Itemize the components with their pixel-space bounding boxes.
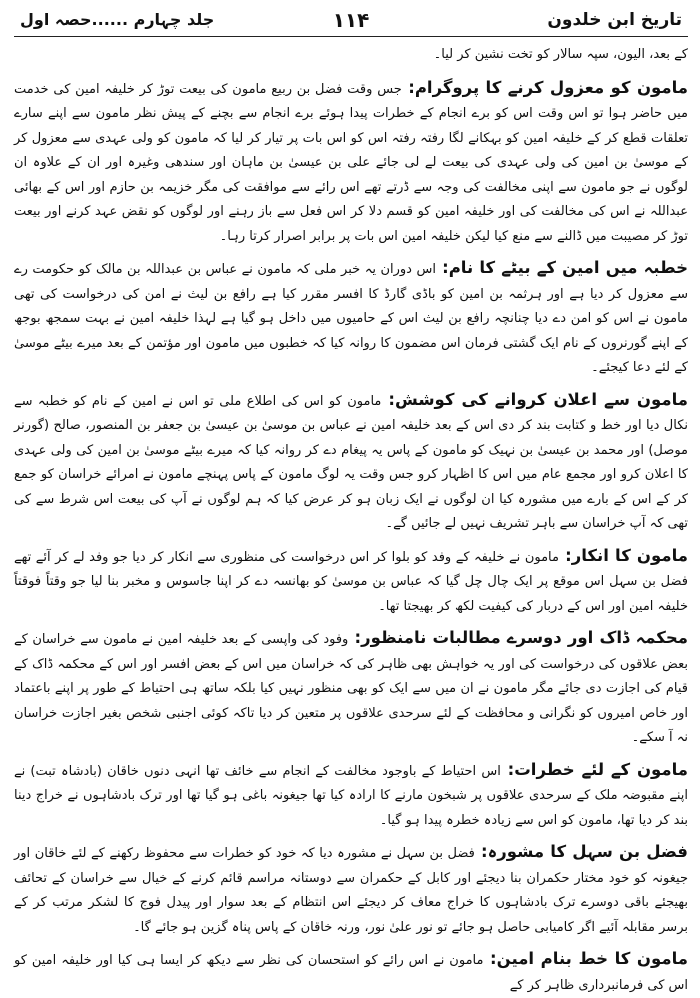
- page-number: ۱۱۴: [332, 8, 370, 32]
- section-heading: محکمہ ڈاک اور دوسرے مطالبات نامنظور:: [348, 628, 689, 647]
- paragraph-text: اس دوران یہ خبر ملی کہ مامون نے عباس بن عبداللہ بن مالک کو حکومت رے سے معزول کر دیا ہے اور ہرثمہ بن امین کو باڈی گارڈ کا افسر مقرر کیا ہے رافع بن لیث نے امن کی درخواست کی تھی مامون نے اس کو امن دے دیا چنانچہ رافع بن لیث اس کے حامیوں میں داخل ہو گیا ہے لہذا خلیفہ امین نے بہت سمجھ بوجھ کے اپنے گورنروں کے نام ایک گشتی فرمان اس مضمون کا روانہ کیا کہ خطبوں میں مامون اور مؤتمن کے بعد میرے بیٹے موسیٰ کے لئے دعا کیجئے۔: [14, 262, 688, 375]
- paragraph-text: کے بعد، الیون، سپہ سالار کو تخت نشین کر لیا۔: [433, 47, 688, 62]
- section-heading: مامون کا انکار:: [558, 545, 688, 565]
- section-letter-to-amin: [14, 947, 688, 998]
- section-heading: فضل بن سہل کا مشورہ:: [474, 842, 688, 861]
- section-heading: مامون کا خط بنام امین:: [483, 949, 688, 968]
- page-body: [14, 43, 688, 998]
- page-header: [14, 6, 688, 36]
- section-dethrone-plan: [14, 76, 688, 250]
- section-dangers: [14, 758, 688, 834]
- book-title: تاریخ ابن خلدون: [547, 10, 682, 30]
- volume-label: جلد چہارم ......حصہ اول: [20, 10, 215, 29]
- paragraph-text: جس وقت فضل بن ربیع مامون کی بیعت توڑ کر خلیفہ امین کی خدمت میں حاضر ہوا تو اس وقت اس کو برے انجام کے خطرات پیدا ہوئے برے انجام سے بچنے کے پیش نظر مامون سے اپنے سارے تعلقات قطع کر کے خلیفہ امین کو بہکانے لگا رفتہ رفتہ اس کو اس بات پر تیار کر لیا کہ مامون کو ولی عہدی سے معزول کر کے موسیٰ بن امین کی ولی عہدی کی بیعت لے لی جائے علی بن عیسیٰ بن ماہان اور سندھی وغیرہ اور ان کے علاوہ ان لوگوں نے جو مامون سے اپنی مخالفت کی وجہ سے ڈرتے تھے اس رائے سے موافقت کی مگر خزیمہ بن حازم اور اس کے بھائی عبداللہ نے اس کی مخالفت کی اور خلیفہ امین کو قسم دلا کر اس فعل سے باز رہنے اور لوگوں کو نقض عہد کرنے اور بیعت توڑ کر مصیبت میں ڈالنے سے منع کیا لیکن خلیفہ امین اس بات پر برابر اصرار کرتا رہا۔: [14, 81, 688, 244]
- paragraph-text: فضل بن سہل نے مشورہ دیا کہ خود کو خطرات سے محفوظ رکھنے کے لئے خاقان اور جیغونہ کو خود مختار حکمران بنا دیجئے اور کابل کے حکمران سے دوستانہ مراسم قائم کرنے کے خیال سے خراسان کے تحائف بھیجئے باقی دوسرے ترک بادشاہوں کا خراج معاف کر دیجئے اس انتظام کے بعد سوار اور پیدل فوج کا لشکر مرتب کر کے برسر مقابلہ آئیے اگر کامیابی حاصل ہو جائے تو نور علیٰ نور، ورنہ خاقان کے پاس پناہ گزین ہو جائے گا۔: [14, 846, 688, 935]
- section-announcement-attempt: [14, 388, 688, 537]
- paragraph-text: اس احتیاط کے باوجود مخالفت کے انجام سے خائف تھا انہی دنوں خاقان (بادشاہ تبت) نے اپنے مقبوضہ ملک کے سرحدی علاقوں پر شبخون مارنے کا ارادہ کیا تھا جیغونہ باغی ہو گیا تھا اور ترک بادشاہوں نے خراج دینا بند کر دیا تھا، مامون کو اس سے زیادہ خطرہ پیدا ہو گیا۔: [14, 763, 688, 828]
- paragraph-text: وفود کی واپسی کے بعد خلیفہ امین نے مامون سے خراسان کے بعض علاقوں کی درخواست کی اور یہ خواہش بھی ظاہر کی کہ خراسان میں اس کے بعض افسر اور اس کے محکمہ ڈاک کے قیام کی اجازت دی جائے مگر مامون نے ان میں سے ایک کو بھی منظور نہیں کیا بلکہ ساتھ ہی احتیاط کے طور پر اپنے باعتماد اور خاص امیروں کو نگرانی و محافظت کے لئے سرحدی علاقوں پر متعین کر دیا تاکہ کوئی اجنبی شخص بغیر اجازت خراسان نہ آ سکے۔: [14, 632, 688, 745]
- section-heading: مامون کے لئے خطرات:: [500, 759, 688, 779]
- section-heading: خطبہ میں امین کے بیٹے کا نام:: [435, 258, 688, 277]
- section-son-in-khutba: [14, 256, 688, 381]
- section-mamun-refusal: [14, 544, 688, 620]
- header-divider: [14, 36, 688, 37]
- paragraph-text: مامون کو اس کی اطلاع ملی تو اس نے امین کے نام کو خطبہ سے نکال دیا اور خط و کتابت بند کر دی اس کے بعد خلیفہ امین نے عباس بن موسیٰ بن عیسیٰ بن جعفر بن المنصور، صالح (گورنر موصل) اور محمد بن عیسیٰ بن نہیک کو مامون کے پاس یہ پیغام دے کر روانہ کیا کہ میرے بیٹے موسیٰ بن امین کی ولی عہدی کا اعلان کرو اور مجمع عام میں اس کا اظہار کرو جس وقت یہ لوگ مامون کے پاس پہنچے مامون نے امرائے خراسان کو جمع کر کے اس کے بارے میں مشورہ کیا ان لوگوں نے ایک زبان ہو کر عرض کیا کہ ہم لوگوں نے آپ کی بیعت اس شرط سے کی تھی کہ آپ خراسان سے باہر تشریف نہیں لے جائیں گے۔: [14, 393, 688, 531]
- paragraph-text: مامون نے خلیفہ کے وفد کو بلوا کر اس درخواست کی منظوری سے انکار کر دیا جو وفد لے کر آئے تھے فضل بن سہل اس موقع پر ایک چال چل گیا کہ عباس بن موسیٰ کو بھانسہ دے کر اپنا جاسوس و مخبر بنا لیا جو وقتاً فوقتاً خلیفہ امین اور اس کے دربار کی کیفیت لکھ کر بھیجتا تھا۔: [14, 549, 688, 614]
- paragraph-intro: [14, 43, 688, 68]
- section-heading: مامون سے اعلان کروانے کی کوشش:: [381, 389, 688, 409]
- section-fazl-advice: [14, 840, 688, 940]
- section-heading: مامون کو معزول کرنے کا پروگرام:: [401, 77, 688, 97]
- section-postal-demands: [14, 626, 688, 751]
- paragraph-text: مامون نے اس رائے کو استحسان کی نظر سے دیکھ کر ایسا ہی کیا اور خلیفہ امین کو اس کی فرمانبرداری ظاہر کر کے: [14, 953, 688, 993]
